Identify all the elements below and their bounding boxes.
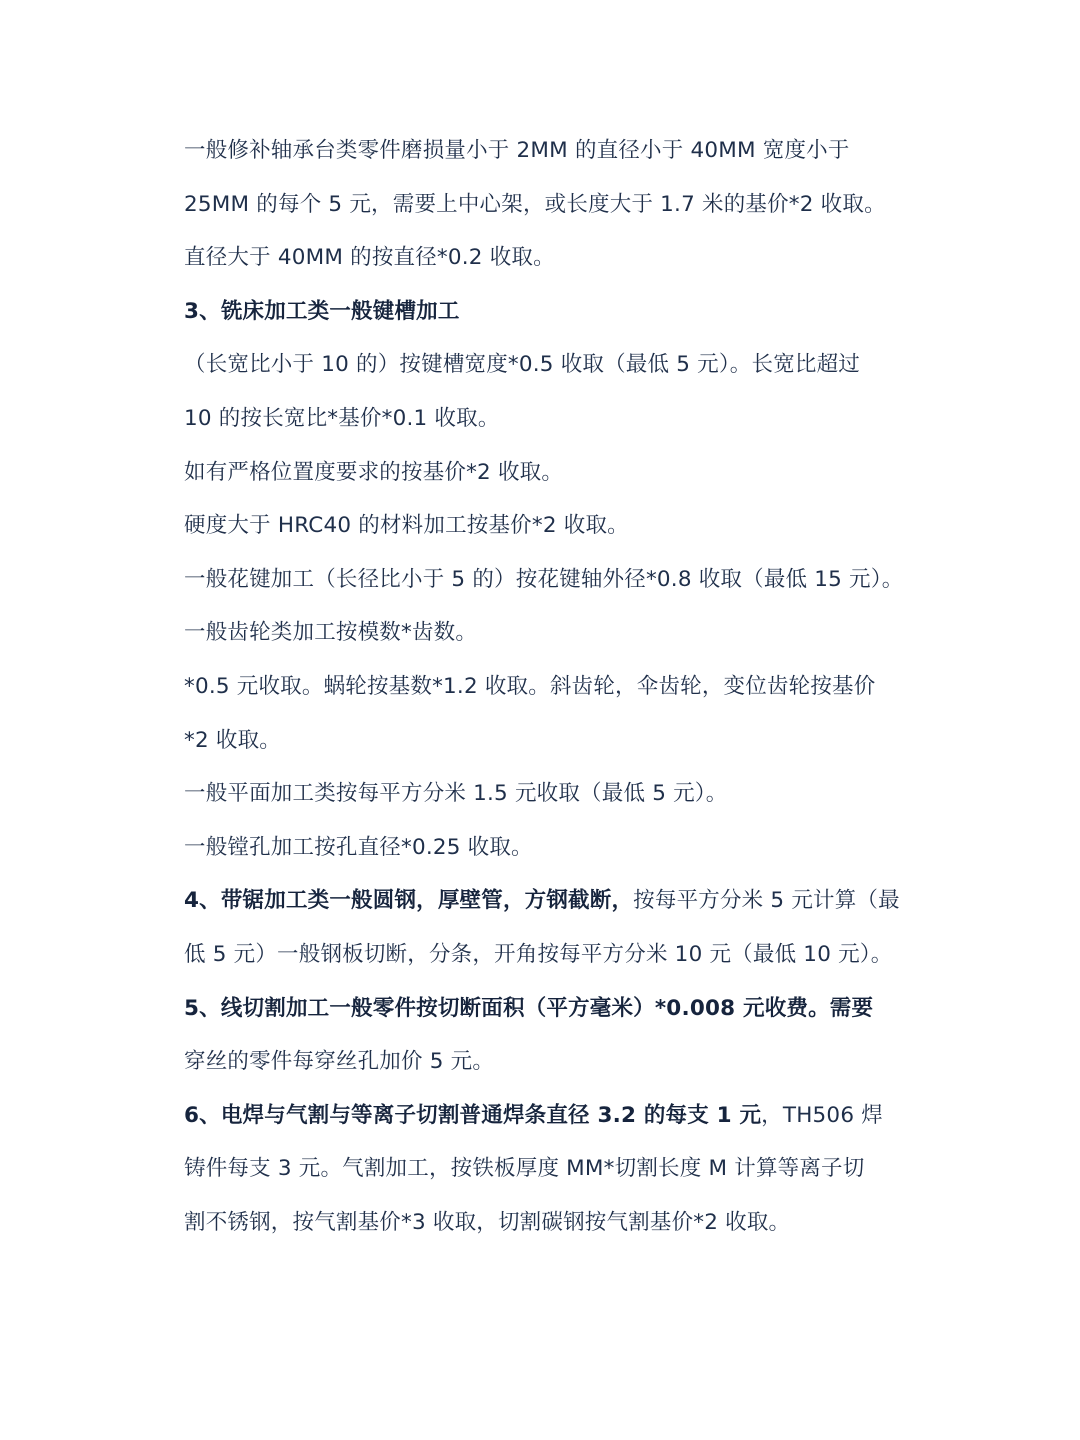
- text-line: [184, 774, 904, 814]
- text-line: [184, 1149, 904, 1189]
- bold-text-segment: 3、铣床加工类一般键槽加工: [184, 299, 460, 324]
- text-segment: 硬度大于 HRC40 的材料加工按基价*2 收取。: [184, 513, 629, 538]
- text-segment: 10 的按长宽比*基价*0.1 收取。: [184, 406, 500, 431]
- text-segment: ，TH506 焊: [761, 1103, 883, 1128]
- text-segment: 一般镗孔加工按孔直径*0.25 收取。: [184, 835, 533, 860]
- text-segment: 铸件每支 3 元。气割加工，按铁板厚度 MM*切割长度 M 计算等离子切: [184, 1156, 865, 1181]
- text-line: [184, 292, 904, 332]
- text-segment: 一般齿轮类加工按模数*齿数。: [184, 620, 478, 645]
- text-segment: *0.5 元收取。蜗轮按基数*1.2 收取。斜齿轮，伞齿轮，变位齿轮按基价: [184, 674, 876, 699]
- bold-text-segment: 4、带锯加工类一般圆钢，厚壁管，方钢截断，: [184, 888, 634, 913]
- text-segment: 按每平方分米 5 元计算（最: [633, 888, 900, 913]
- text-segment: 一般花键加工（长径比小于 5 的）按花键轴外径*0.8 收取（最低 15 元）。: [184, 567, 904, 592]
- text-segment: 如有严格位置度要求的按基价*2 收取。: [184, 460, 564, 485]
- text-line: [184, 238, 904, 278]
- text-line: [184, 828, 904, 868]
- text-line: [184, 667, 904, 707]
- text-line: [184, 506, 904, 546]
- text-line: [184, 345, 904, 385]
- bold-text-segment: 6、电焊与气割与等离子切割普通焊条直径 3.2 的每支 1 元: [184, 1103, 762, 1128]
- text-segment: 一般修补轴承台类零件磨损量小于 2MM 的直径小于 40MM 宽度小于: [184, 138, 850, 163]
- bold-text-segment: 5、线切割加工一般零件按切断面积（平方毫米）*0.008 元收费。需要: [184, 996, 874, 1021]
- text-line: [184, 721, 904, 761]
- text-line: [184, 881, 904, 921]
- text-line: [184, 935, 904, 975]
- text-segment: （长宽比小于 10 的）按键槽宽度*0.5 收取（最低 5 元）。长宽比超过: [184, 352, 861, 377]
- text-segment: *2 收取。: [184, 728, 281, 753]
- text-segment: 直径大于 40MM 的按直径*0.2 收取。: [184, 245, 555, 270]
- text-line: [184, 1042, 904, 1082]
- text-segment: 穿丝的零件每穿丝孔加价 5 元。: [184, 1049, 495, 1074]
- text-line: [184, 399, 904, 439]
- text-line: [184, 1203, 904, 1243]
- text-segment: 一般平面加工类按每平方分米 1.5 元收取（最低 5 元）。: [184, 781, 728, 806]
- text-line: [184, 989, 904, 1029]
- text-line: [184, 560, 904, 600]
- text-line: [184, 613, 904, 653]
- text-line: [184, 131, 904, 171]
- text-segment: 25MM 的每个 5 元，需要上中心架，或长度大于 1.7 米的基价*2 收取。: [184, 192, 886, 217]
- text-line: [184, 185, 904, 225]
- text-line: [184, 453, 904, 493]
- text-segment: 低 5 元）一般钢板切断，分条，开角按每平方分米 10 元（最低 10 元）。: [184, 942, 893, 967]
- text-line: [184, 1096, 904, 1136]
- text-segment: 割不锈钢，按气割基价*3 收取，切割碳钢按气割基价*2 收取。: [184, 1210, 791, 1235]
